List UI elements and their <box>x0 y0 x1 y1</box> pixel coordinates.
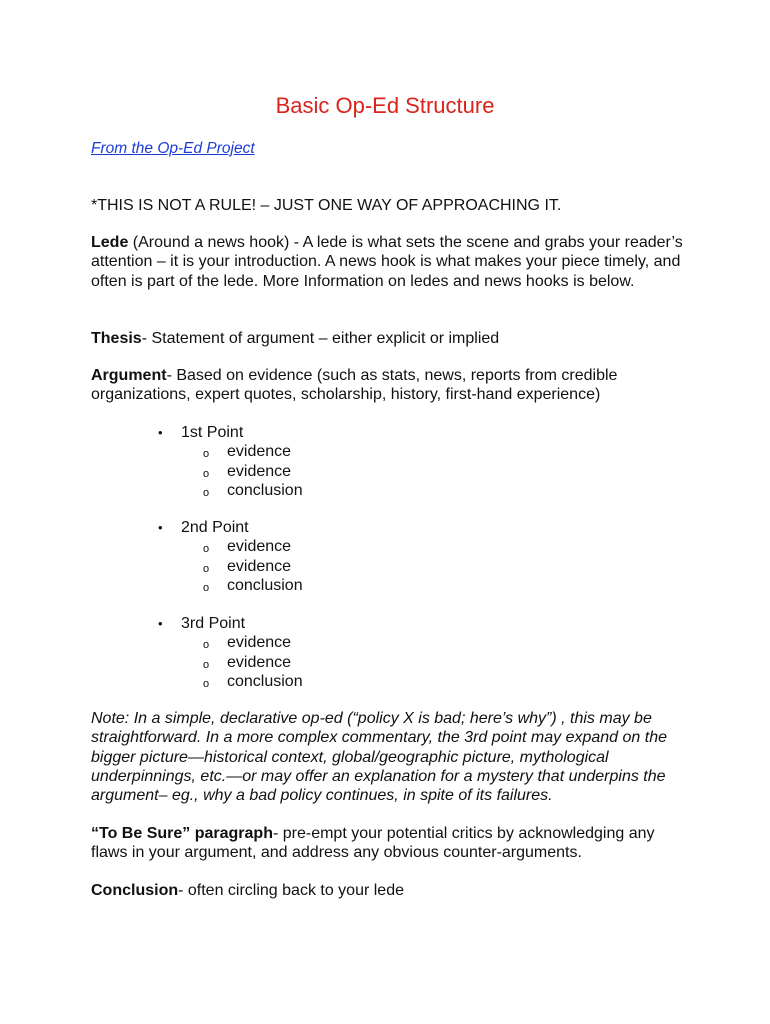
sub-label: conclusion <box>227 576 303 594</box>
sub-label: evidence <box>227 462 292 480</box>
point-block-1 <box>0 423 770 500</box>
lede-text: (Around a news hook) - A lede is what sets the scene and grabs your reader’s attention – it is your introduction. A news hook is what makes your piece timely, and often is part of the lede. More Information on ledes and news hooks is below. <box>91 234 683 290</box>
conclusion-term: Conclusion <box>91 882 179 899</box>
point-item <box>0 423 770 442</box>
point-block-2 <box>0 518 770 595</box>
sub-bullet-icon: o <box>203 581 210 594</box>
sub-item <box>0 576 770 595</box>
sub-item <box>0 537 770 556</box>
to-be-sure-term: “To Be Sure” paragraph <box>91 825 273 842</box>
sub-label: evidence <box>227 443 292 461</box>
point-label: 3rd Point <box>181 615 246 632</box>
sub-item <box>0 462 770 481</box>
argument-term: Argument <box>91 367 167 384</box>
bullet-icon: • <box>158 520 163 535</box>
sub-bullet-icon: o <box>203 658 210 671</box>
note-paragraph: Note: In a simple, declarative op-ed (“policy X is bad; here’s why”) , this may be straightforward. In a more complex commentary, the 3rd point may expand on the bigger picture—historical context, global/geographic picture, mythological underpinnings, etc.—or may offer an explanation for a mystery that underpins the argument– eg., why a bad policy continues, in spite of its failures. <box>91 710 667 805</box>
to-be-sure-paragraph <box>91 824 691 863</box>
sub-bullet-icon: o <box>203 562 210 575</box>
bullet-icon: • <box>158 616 163 631</box>
point-label: 2nd Point <box>181 519 249 536</box>
point-block-3 <box>0 614 770 691</box>
sub-item <box>0 653 770 672</box>
conclusion-text: - often circling back to your lede <box>178 882 404 899</box>
lede-term: Lede <box>91 234 129 251</box>
sub-label: evidence <box>227 557 292 575</box>
sub-label: conclusion <box>227 672 303 690</box>
thesis-term: Thesis <box>91 330 142 347</box>
sub-label: conclusion <box>227 481 303 499</box>
sub-item <box>0 557 770 576</box>
argument-paragraph <box>91 366 691 405</box>
sub-bullet-icon: o <box>203 677 210 690</box>
thesis-text: - Statement of argument – either explicit or implied <box>141 330 500 347</box>
source-link[interactable]: From the Op-Ed Project <box>91 140 255 157</box>
sub-label: evidence <box>227 634 292 652</box>
sub-item <box>0 633 770 652</box>
point-item <box>0 518 770 537</box>
sub-label: evidence <box>227 538 292 556</box>
lede-paragraph <box>91 233 691 291</box>
conclusion-paragraph <box>91 881 691 900</box>
sub-item <box>0 672 770 691</box>
sub-item <box>0 481 770 500</box>
sub-bullet-icon: o <box>203 467 210 480</box>
disclaimer-text: *THIS IS NOT A RULE! – JUST ONE WAY OF APPROACHING IT. <box>91 197 562 214</box>
sub-bullet-icon: o <box>203 543 210 556</box>
sub-item <box>0 442 770 461</box>
sub-bullet-icon: o <box>203 639 210 652</box>
thesis-paragraph <box>91 329 691 348</box>
sub-bullet-icon: o <box>203 486 210 499</box>
bullet-icon: • <box>158 425 163 440</box>
point-item <box>0 614 770 633</box>
sub-bullet-icon: o <box>203 448 210 461</box>
point-label: 1st Point <box>181 424 244 441</box>
page-title: Basic Op-Ed Structure <box>275 93 495 118</box>
argument-text: - Based on evidence (such as stats, news, reports from credible organizations, expert quotes, scholarship, history, first-hand experience) <box>91 367 618 404</box>
to-be-sure-text: - pre-empt your potential critics by acknowledging any flaws in your argument, and address any obvious counter-arguments. <box>91 825 655 862</box>
sub-label: evidence <box>227 653 292 671</box>
